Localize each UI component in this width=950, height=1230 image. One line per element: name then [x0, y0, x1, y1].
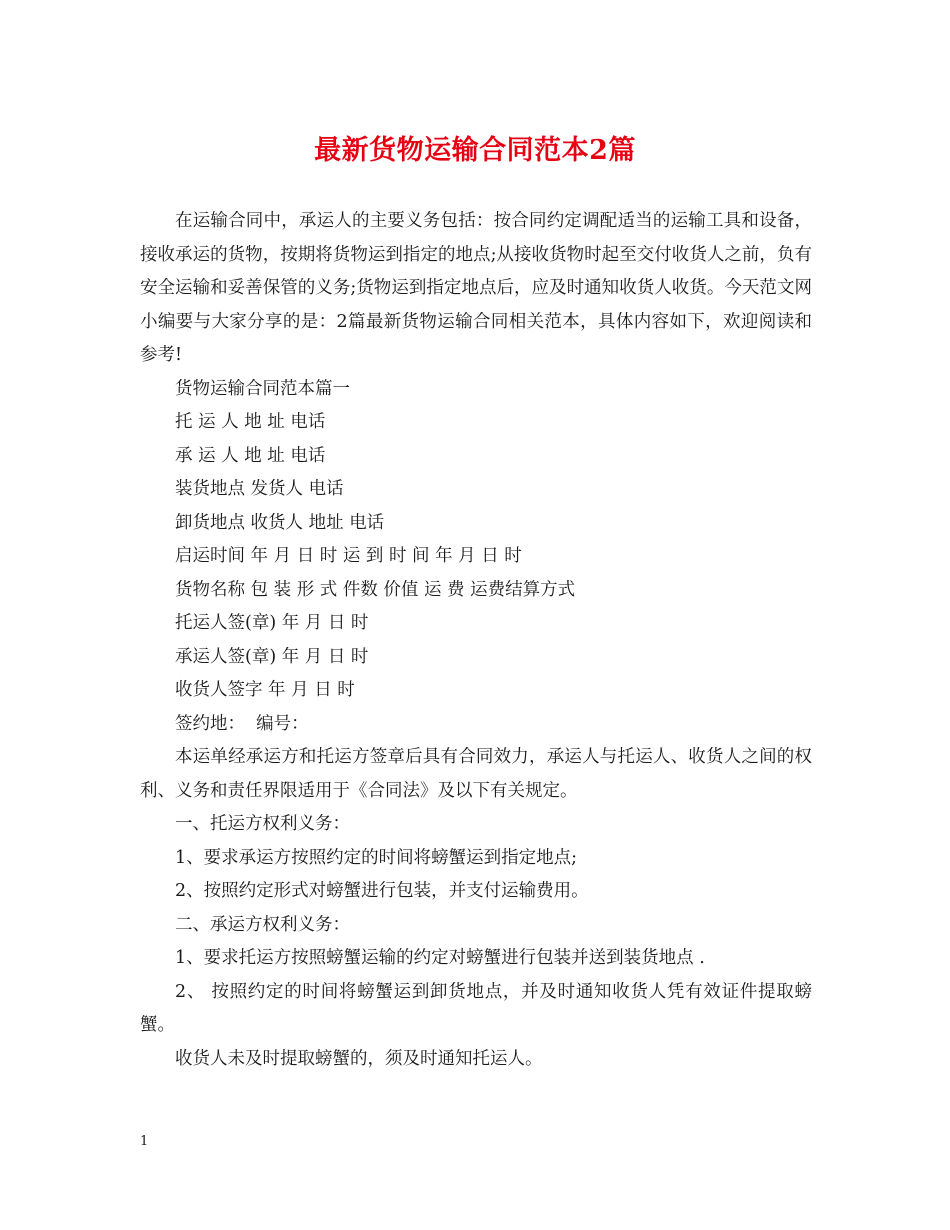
form-line: 装货地点 发货人 电话	[175, 479, 344, 499]
form-line: 启运时间 年 月 日 时 运 到 时 间 年 月 日 时	[175, 546, 522, 566]
shipper-heading: 一、托运方权利义务：	[175, 814, 350, 834]
form-line: 承运人签(章) 年 月 日 时	[175, 646, 369, 667]
carrier-item: 1、要求托运方按照螃蟹运输的约定对螃蟹进行包装并送到装货地点 .	[175, 948, 705, 968]
document-body	[140, 205, 812, 1076]
shipper-item: 2、按照约定形式对螃蟹进行包装，并支付运输费用。	[175, 881, 589, 901]
intro-paragraph: 在运输合同中，承运人的主要义务包括：按合同约定调配适当的运输工具和设备，接收承运的货物，按期将货物运到指定的地点;从接收货物时起至交付收货人之前，负有安全运输和妥善保管的义务;货物运到指定地点后，应及时通知收货人收货。今天范文网小编要与大家分享的是：2篇最新货物运输合同相关范本，具体内容如下，欢迎阅读和参考!	[140, 211, 812, 365]
form-line: 卸货地点 收货人 地址 电话	[175, 512, 385, 533]
form-line: 承 运 人 地 址 电话	[175, 445, 326, 466]
form-line: 收货人签字 年 月 日 时	[175, 680, 355, 700]
document-title: 最新货物运输合同范本2篇	[314, 135, 636, 166]
section-heading: 货物运输合同范本篇一	[175, 378, 350, 399]
form-line: 签约地： 编号：	[175, 713, 309, 734]
form-line: 托运人签(章) 年 月 日 时	[175, 613, 369, 633]
page-number: 1	[140, 1134, 149, 1149]
validity-paragraph: 本运单经承运方和托运方签章后具有合同效力，承运人与托运人、收货人之间的权利、义务和责任界限适用于《合同法》及以下有关规定。	[140, 747, 812, 801]
consignee-note: 收货人未及时提取螃蟹的，须及时通知托运人。	[175, 1048, 543, 1069]
form-line: 托 运 人 地 址 电话	[175, 412, 326, 432]
form-line: 货物名称 包 装 形 式 件数 价值 运 费 运费结算方式	[175, 579, 576, 600]
carrier-item: 2、 按照约定的时间将螃蟹运到卸货地点，并及时通知收货人凭有效证件提取螃蟹。	[140, 981, 812, 1035]
carrier-heading: 二、承运方权利义务：	[175, 914, 350, 935]
shipper-item: 1、要求承运方按照约定的时间将螃蟹运到指定地点;	[175, 847, 578, 868]
